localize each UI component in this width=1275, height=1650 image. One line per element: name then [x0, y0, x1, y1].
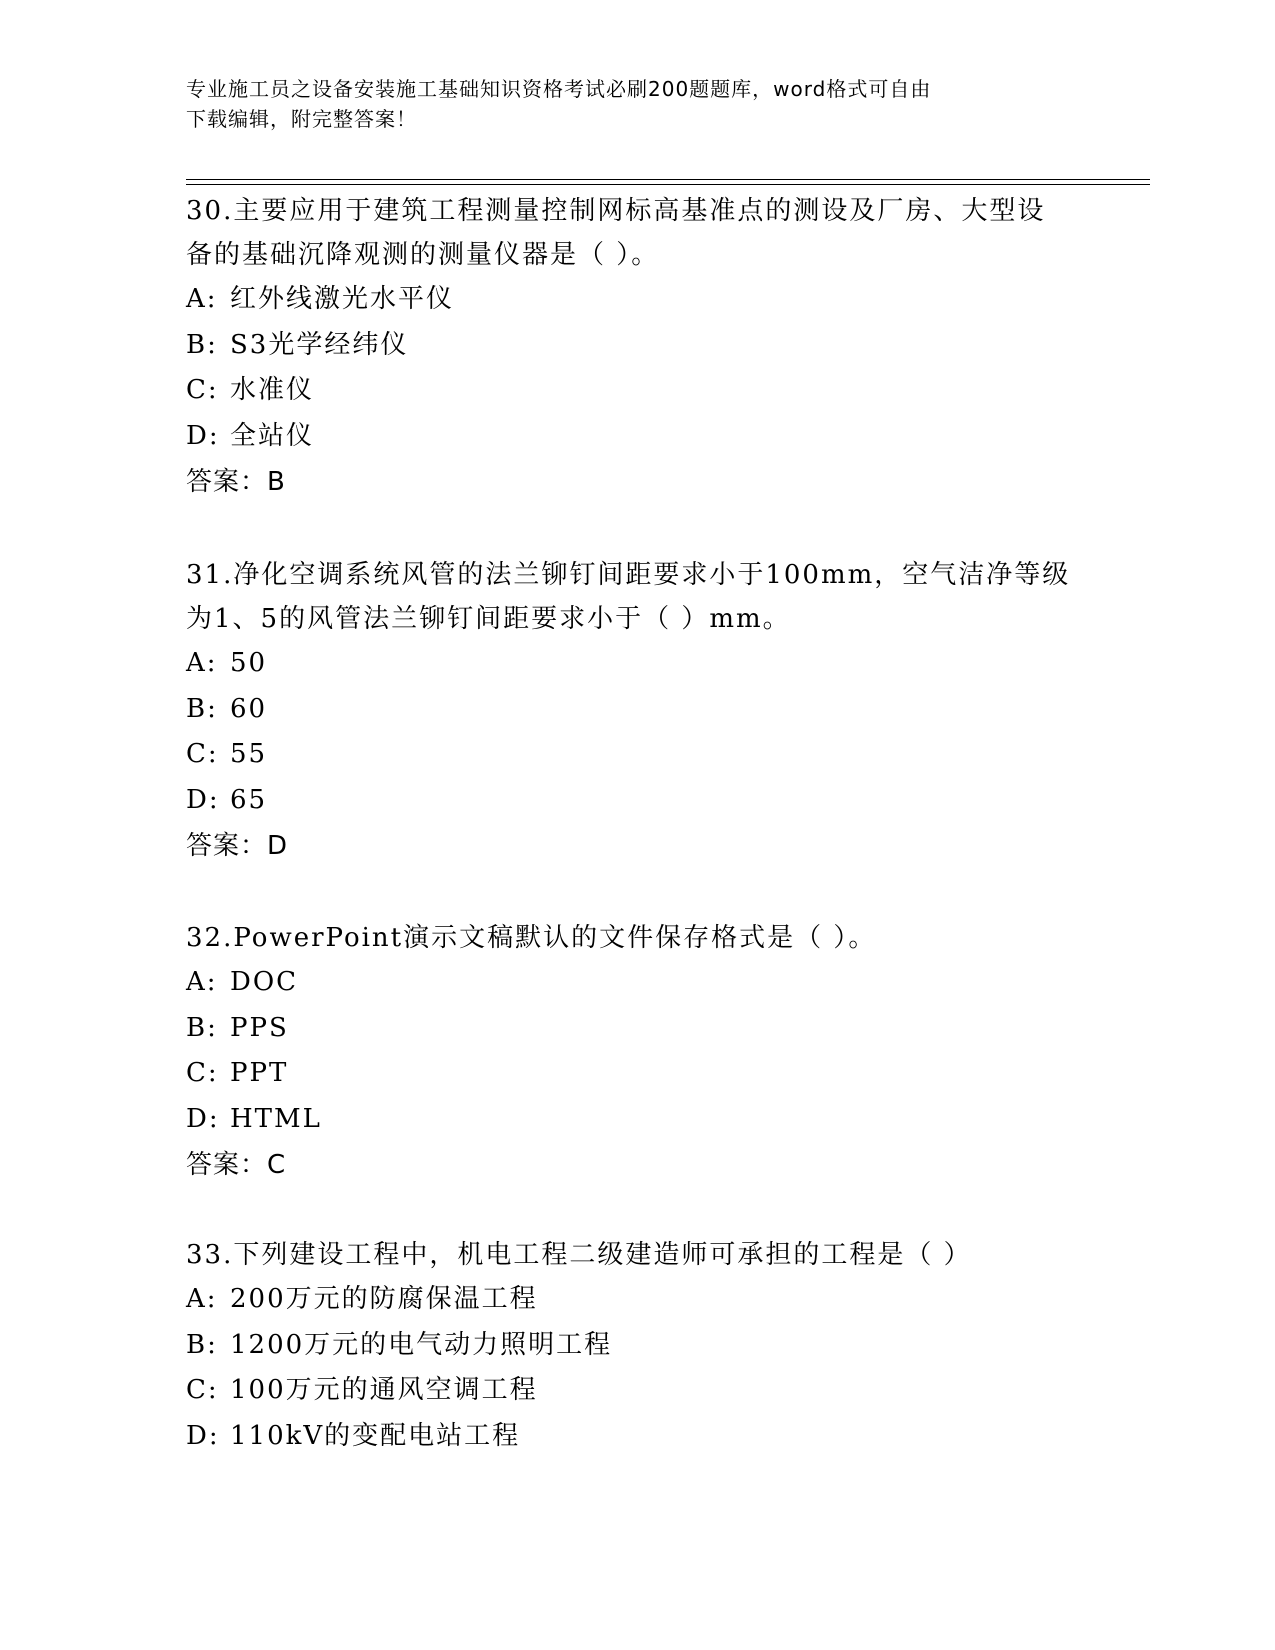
option-b [186, 323, 1076, 369]
option-label: B: [186, 693, 218, 724]
option-label: A: [186, 648, 218, 678]
option-label: D: [186, 1103, 220, 1134]
option-text: PPS [230, 1012, 289, 1043]
option-text: 65 [230, 784, 268, 815]
option-label: B: [186, 1329, 218, 1360]
answer-line: 答案：D [186, 831, 289, 861]
option-label: B: [186, 1012, 218, 1043]
option-d [186, 1414, 1076, 1460]
question-stem-line: 备的基础沉降观测的测量仪器是（ ）。 [186, 240, 660, 270]
option-label: A: [186, 967, 218, 997]
option-c [186, 1051, 1076, 1097]
question-30 [186, 189, 1076, 505]
question-stem [186, 1233, 1076, 1277]
option-c [186, 732, 1076, 778]
option-text: 红外线激光水平仪 [230, 284, 455, 314]
option-b [186, 1323, 1076, 1369]
option-text: 全站仪 [230, 420, 315, 451]
option-label: D: [186, 420, 220, 451]
question-stem-line: 30.主要应用于建筑工程测量控制网标高基准点的测设及厂房、大型设 [186, 196, 1046, 226]
option-d [186, 414, 1076, 460]
option-text: 60 [230, 693, 268, 724]
question-33 [186, 1233, 1076, 1459]
option-text: 水准仪 [230, 375, 315, 405]
option-label: C: [186, 375, 219, 405]
option-text: 1200万元的电气动力照明工程 [230, 1329, 613, 1360]
question-31 [186, 553, 1076, 869]
option-a [186, 641, 1076, 687]
option-c [186, 1368, 1076, 1414]
option-label: D: [186, 1420, 220, 1451]
option-text: 200万元的防腐保温工程 [230, 1284, 538, 1314]
option-d [186, 778, 1076, 824]
option-label: B: [186, 329, 218, 360]
answer-line: 答案：B [186, 467, 286, 497]
option-text: 55 [230, 739, 268, 769]
question-stem [186, 189, 1076, 277]
question-32 [186, 916, 1076, 1188]
question-stem-line: 32.PowerPoint演示文稿默认的文件保存格式是（ ）。 [186, 923, 877, 953]
option-text: 100万元的通风空调工程 [230, 1375, 538, 1405]
option-label: C: [186, 1375, 219, 1405]
option-label: A: [186, 1284, 218, 1314]
option-text: HTML [230, 1103, 322, 1134]
option-b [186, 1006, 1076, 1052]
option-label: A: [186, 284, 218, 314]
option-text: PPT [230, 1058, 289, 1088]
option-label: C: [186, 1058, 219, 1088]
question-stem [186, 916, 1076, 960]
option-text: 50 [230, 648, 268, 678]
option-a [186, 960, 1076, 1006]
option-text: DOC [230, 967, 299, 997]
question-stem-line: 33.下列建设工程中，机电工程二级建造师可承担的工程是（ ） [186, 1240, 972, 1270]
question-stem [186, 553, 1076, 641]
option-label: D: [186, 784, 220, 815]
header-title-line-1: 专业施工员之设备安装施工基础知识资格考试必刷200题题库，word格式可自由 [186, 77, 932, 101]
header-title-line-2: 下载编辑，附完整答案！ [186, 107, 417, 131]
option-label: C: [186, 739, 219, 769]
question-stem-line: 为1、5的风管法兰铆钉间距要求小于（ ）mm。 [186, 604, 791, 634]
option-text: 110kV的变配电站工程 [230, 1420, 521, 1451]
header-divider-bottom [186, 184, 1150, 185]
option-a [186, 1277, 1076, 1323]
option-b [186, 687, 1076, 733]
answer-line: 答案：C [186, 1150, 287, 1180]
option-a [186, 277, 1076, 323]
option-d [186, 1097, 1076, 1143]
document-header [186, 74, 1066, 134]
option-c [186, 368, 1076, 414]
option-text: S3光学经纬仪 [230, 329, 409, 360]
question-stem-line: 31.净化空调系统风管的法兰铆钉间距要求小于100mm，空气洁净等级 [186, 560, 1071, 590]
header-divider-top [186, 179, 1150, 180]
